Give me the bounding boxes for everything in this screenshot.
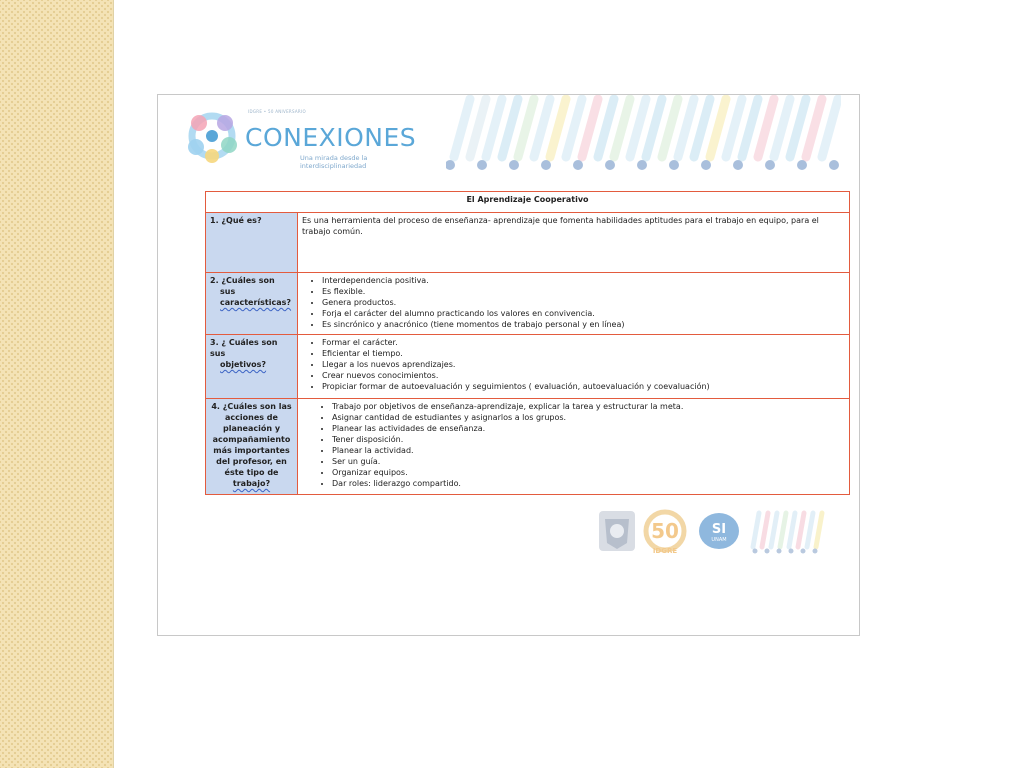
question-text: ¿Cuáles son <box>221 276 275 285</box>
question-cell <box>206 399 298 495</box>
50-anniversary-icon <box>646 512 684 555</box>
question-text: ¿Qué es? <box>221 216 262 225</box>
question-text: 4. ¿Cuáles son las <box>211 402 292 411</box>
answer-cell <box>298 399 850 495</box>
question-number: 2. <box>210 276 219 285</box>
conexiones-logo <box>182 105 422 170</box>
answer-cell: Es una herramienta del proceso de enseñanza- aprendizaje que fomenta habilidades aptitudes para el trabajo en equipo, para el trabajo común. <box>298 213 850 273</box>
list-item: • Tener disposición. <box>332 434 845 445</box>
list-item: • Es sincrónico y anacrónico (tiene momentos de trabajo personal y en línea) <box>322 319 845 330</box>
cooperative-learning-table <box>205 191 850 495</box>
list-item: • Eficientar el tiempo. <box>322 348 845 359</box>
si-unam-icon <box>699 513 739 549</box>
list-item: • Propiciar formar de autoevaluación y seguimientos ( evaluación, autoevaluación y coevaluación) <box>322 381 845 392</box>
logo-50-sub: IDGRE <box>652 547 678 555</box>
list-item: • Dar roles: liderazgo compartido. <box>332 478 845 489</box>
list-item: • Ser un guía. <box>332 456 845 467</box>
question-text: del profesor, en <box>216 457 287 466</box>
question-cell <box>206 335 298 399</box>
footer-logos <box>595 507 835 557</box>
table-row <box>206 213 850 273</box>
slide <box>157 94 860 636</box>
list-item: • Formar el carácter. <box>322 337 845 348</box>
table-row <box>206 399 850 495</box>
question-number: 3. <box>210 338 219 347</box>
answer-list <box>302 275 845 330</box>
answer-list <box>302 337 845 392</box>
logo-title: CONEXIONES <box>245 123 417 152</box>
table-row <box>206 273 850 335</box>
question-text: éste tipo de <box>224 468 279 477</box>
question-text: características? <box>220 298 292 307</box>
question-number: 1. <box>210 216 219 225</box>
logo-50-text: 50 <box>651 519 679 543</box>
logo-tagline: Una mirada desde la interdisciplinariedad <box>300 154 368 170</box>
answer-cell <box>298 335 850 399</box>
answer-list <box>312 401 845 489</box>
list-item: • Crear nuevos conocimientos. <box>322 370 845 381</box>
table-title-row <box>206 192 850 213</box>
list-item: • Llegar a los nuevos aprendizajes. <box>322 359 845 370</box>
logo-small-text: IDGRE • 50 ANIVERSARIO <box>248 109 306 114</box>
mini-stripes-icon <box>753 513 822 547</box>
list-item: • Planear la actividad. <box>332 445 845 456</box>
list-item: • Trabajo por objetivos de enseñanza-aprendizaje, explicar la tarea y estructurar la meta. <box>332 401 845 412</box>
list-item: • Organizar equipos. <box>332 467 845 478</box>
list-item: • Interdependencia positiva. <box>322 275 845 286</box>
question-text: más importantes <box>213 446 290 455</box>
conexiones-emblem-icon <box>182 105 242 167</box>
question-cell <box>206 213 298 273</box>
list-item: • Planear las actividades de enseñanza. <box>332 423 845 434</box>
question-text: trabajo? <box>232 479 271 488</box>
question-text: acompañamiento <box>212 435 291 444</box>
list-item: • Asignar cantidad de estudiantes y asignarlos a los grupos. <box>332 412 845 423</box>
list-item: • Es flexible. <box>322 286 845 297</box>
logo-si-sub: UNAM <box>711 537 727 543</box>
question-cell <box>206 273 298 335</box>
question-text: objetivos? <box>220 360 267 369</box>
unam-seal-icon <box>599 511 635 551</box>
decorative-sidebar-pattern <box>0 0 114 768</box>
question-text: planeación y <box>222 424 281 433</box>
table-row <box>206 335 850 399</box>
decorative-stripes <box>446 95 841 175</box>
question-text: ¿ Cuáles son sus <box>210 338 278 358</box>
institution-logos <box>595 507 835 557</box>
logo-si-text: SI <box>711 522 727 537</box>
table-title: El Aprendizaje Cooperativo <box>206 192 850 213</box>
question-text: acciones de <box>225 413 278 422</box>
question-text: sus <box>220 287 236 296</box>
list-item: • Forja el carácter del alumno practicando los valores en convivencia. <box>322 308 845 319</box>
list-item: • Genera productos. <box>322 297 845 308</box>
answer-cell <box>298 273 850 335</box>
